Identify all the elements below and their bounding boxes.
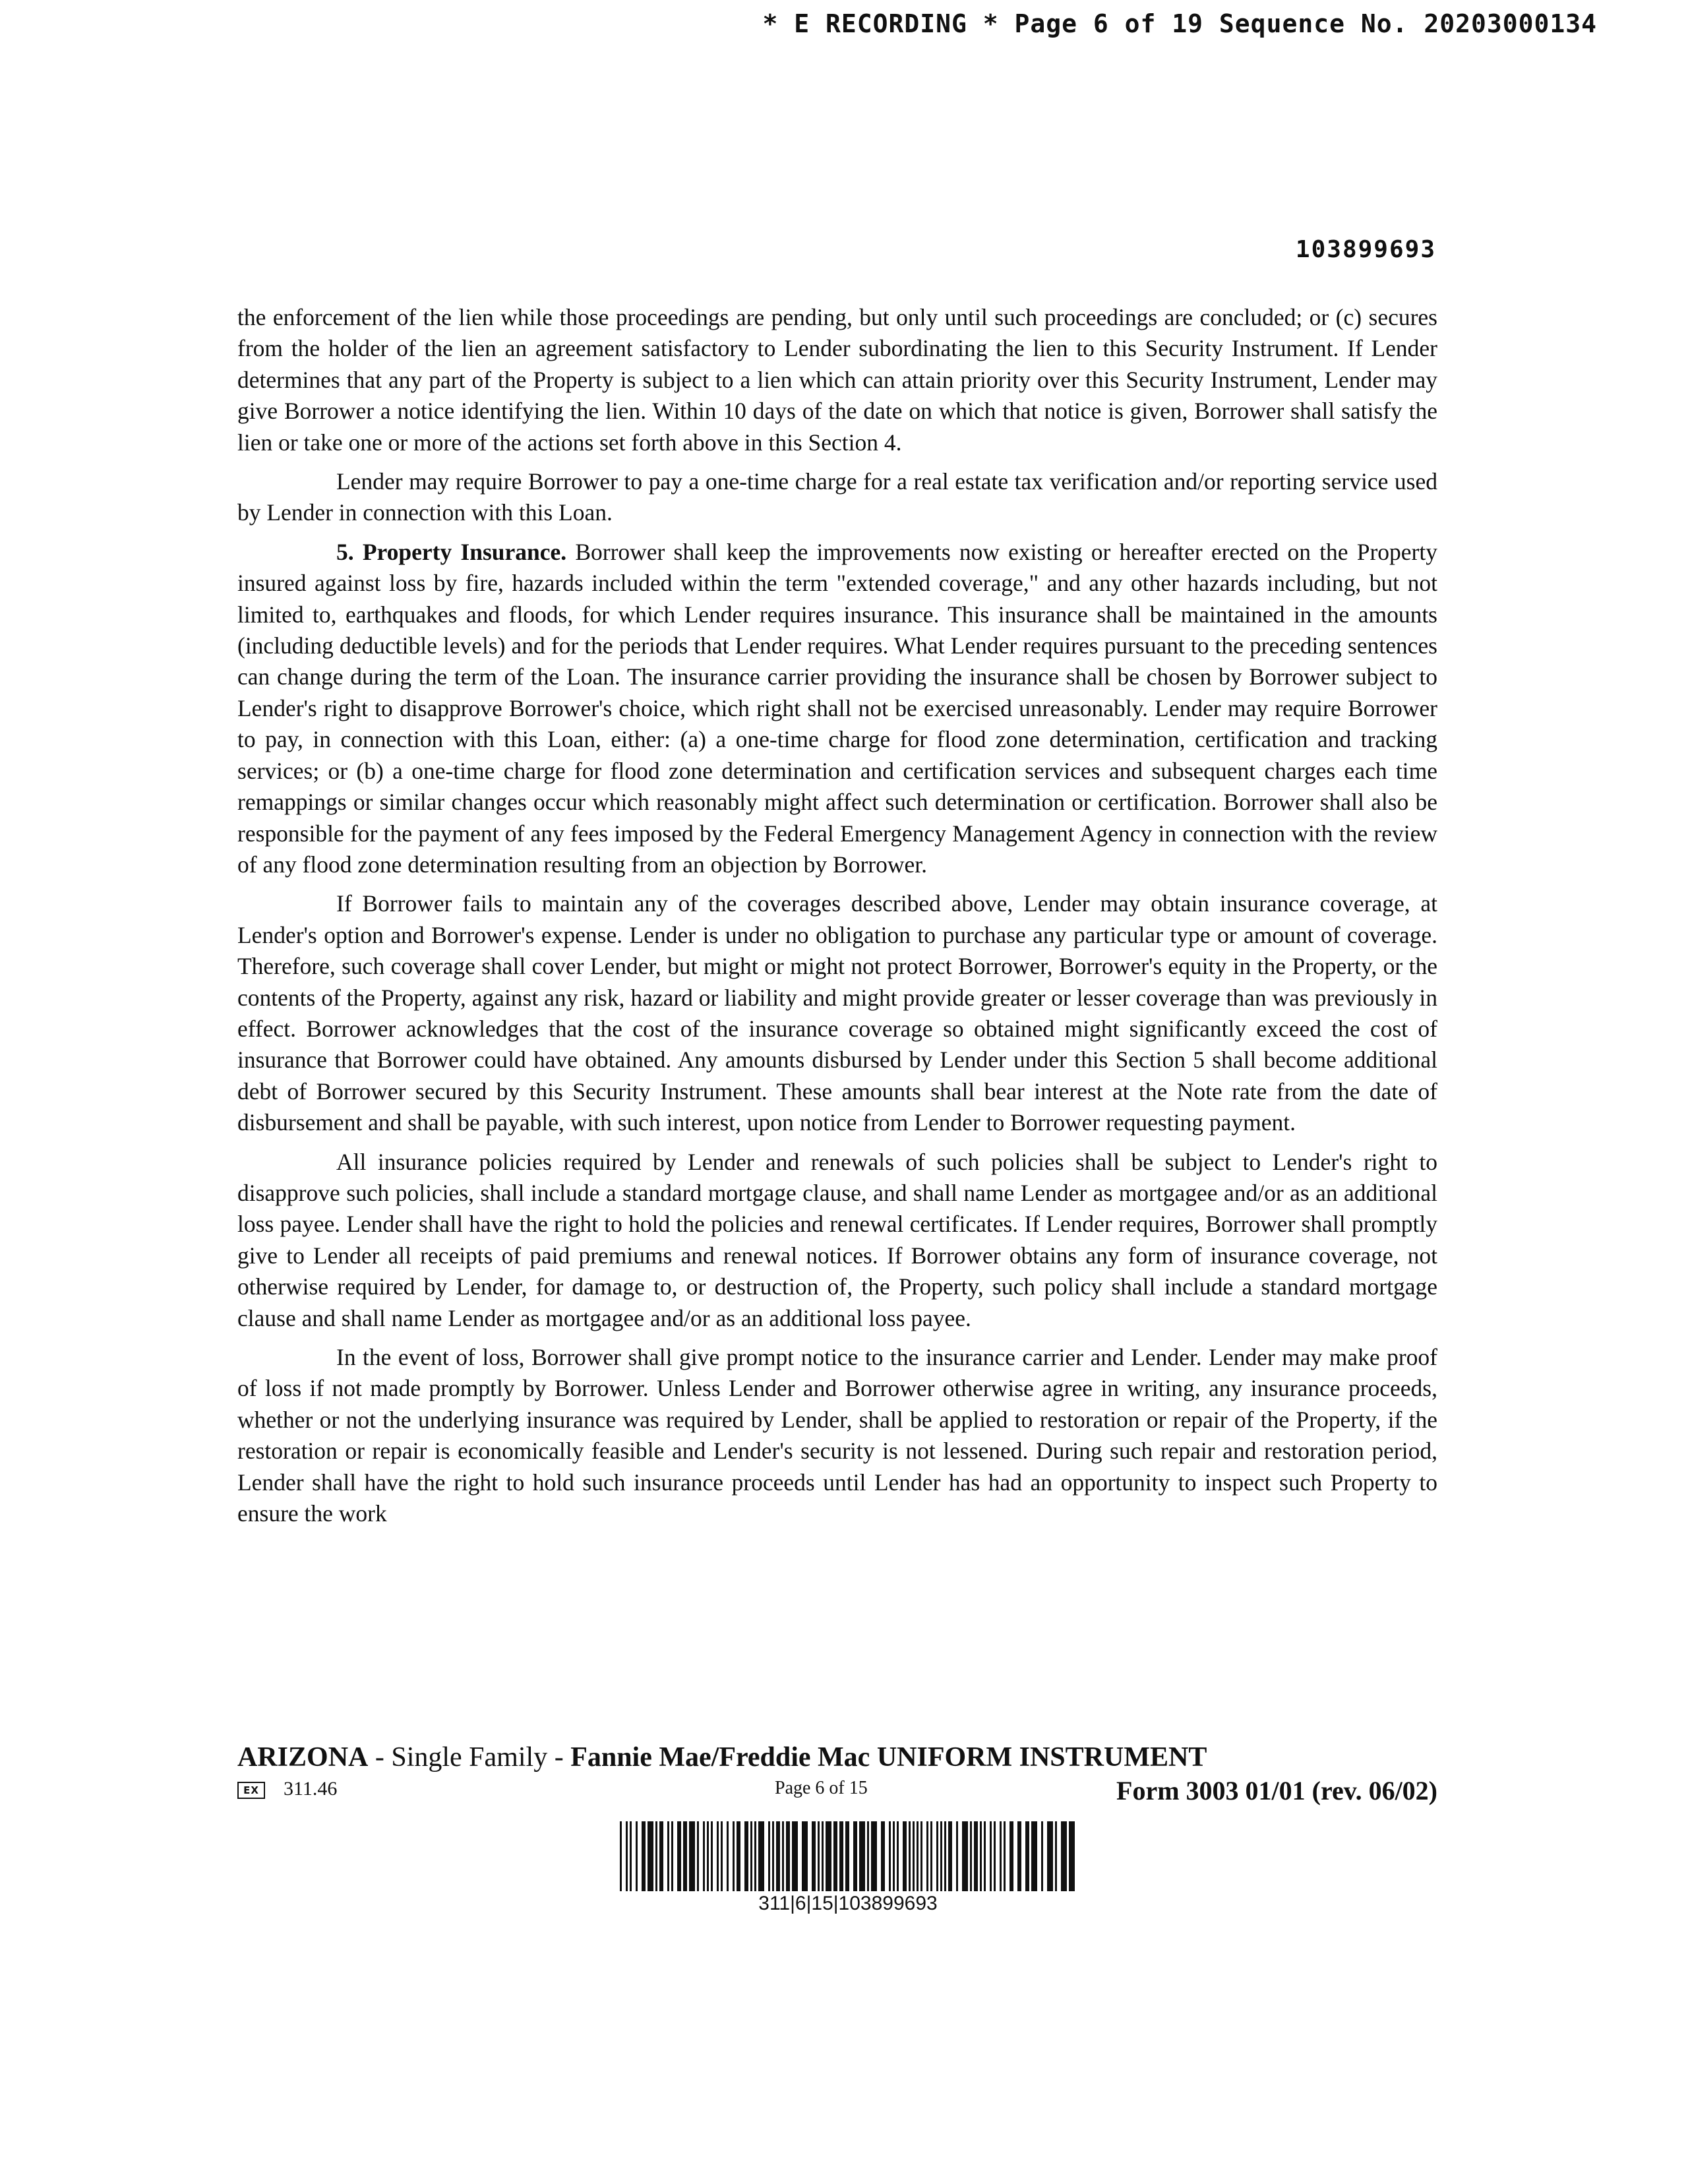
document-body (237, 302, 1437, 1537)
ex-logo-icon: EX (237, 1782, 265, 1799)
form-code: 311.46 (284, 1778, 338, 1800)
barcode-icon (617, 1821, 1079, 1891)
footer-title (237, 1741, 1437, 1774)
footer-state: ARIZONA (237, 1742, 369, 1773)
recording-header: * E RECORDING * Page 6 of 19 Sequence No. 20203000134 (762, 9, 1597, 38)
paragraph-lien-enforcement: the enforcement of the lien while those proceedings are pending, but only until such proceedings are concluded; or (c) secures from the holder of the lien an agreement satisfactory to Lender subordinating the lien to this Security Instrument. If Lender determines that any part of the Property is subject to a lien which can attain priority over this Security Instrument, Lender may give Borrower a notice identifying the lien. Within 10 days of the date on which that notice is given, Borrower shall satisfy the lien or take one or more of the actions set forth above in this Section 4. (237, 304, 1437, 456)
paragraph-lender-coverage: If Borrower fails to maintain any of the coverages described above, Lender may obtain insurance coverage, at Lender's option and Borrower's expense. Lender is under no obligation to purchase any particular type or amount of coverage. Therefore, such coverage shall cover Lender, but might or might not protect Borrower, Borrower's equity in the Property, or the contents of the Property, against any risk, hazard or liability and might provide greater or lesser coverage than was previously in effect. Borrower acknowledges that the cost of the insurance coverage so obtained might significantly exceed the cost of insurance that Borrower could have obtained. Any amounts disbursed by Lender under this Section 5 shall become additional debt of Borrower secured by this Security Instrument. These amounts shall bear interest at the Note rate from the date of disbursement and shall be payable, with such interest, upon notice from Lender to Borrower requesting payment. (237, 890, 1437, 1136)
form-number: Form 3003 01/01 (rev. 06/02) (1116, 1776, 1437, 1805)
paragraph-insurance-policies: All insurance policies required by Lender and renewals of such policies shall be subject to Lender's right to disapprove such policies, shall include a standard mortgage clause, and shall name Lender as mortgagee and/or as an additional loss payee. Lender shall have the right to hold the policies and renewal certificates. If Lender requires, Borrower shall promptly give to Lender all receipts of paid premiums and renewal notices. If Borrower obtains any form of insurance coverage, not otherwise required by Lender, for damage to, or destruction of, the Property, such policy shall include a standard mortgage clause and shall name Lender as mortgagee and/or as an additional loss payee. (237, 1148, 1437, 1331)
loan-number: 103899693 (1295, 236, 1436, 263)
form-footer (237, 1741, 1437, 1812)
footer-instrument: Fannie Mae/Freddie Mac UNIFORM INSTRUMENT (570, 1742, 1207, 1773)
paragraph-tax-verification: Lender may require Borrower to pay a one-time charge for a real estate tax verification and/or reporting service used by Lender in connection with this Loan. (237, 468, 1437, 526)
barcode-text: 311|6|15|103899693 (758, 1893, 938, 1914)
footer-family-type: - Single Family - (368, 1742, 571, 1773)
page-number: Page 6 of 15 (775, 1778, 868, 1798)
paragraph-property-insurance (237, 537, 1437, 880)
property-insurance-text: Borrower shall keep the improvements now existing or hereafter erected on the Property insured against loss by fire, hazards included within the term "extended coverage," and any other hazards including, but not limited to, earthquakes and floods, for which Lender requires insurance. This insurance shall be maintained in the amounts (including deductible levels) and for the periods that Lender requires. What Lender requires pursuant to the preceding sentences can change during the term of the Loan. The insurance carrier providing the insurance shall be chosen by Borrower subject to Lender's right to disapprove Borrower's choice, which right shall not be exercised unreasonably. Lender may require Borrower to pay, in connection with this Loan, either: (a) a one-time charge for flood zone determination, certification and tracking services; or (b) a one-time charge for flood zone determination and certification services and subsequent charges each time remappings or similar changes occur which reasonably might affect such determination or certification. Borrower shall also be responsible for the payment of any fees imposed by the Federal Emergency Management Agency in connection with the review of any flood zone determination resulting from an objection by Borrower. (237, 538, 1437, 878)
section-heading-property-insurance: 5. Property Insurance. (336, 538, 567, 565)
footer-meta-row (237, 1775, 1437, 1812)
paragraph-event-of-loss: In the event of loss, Borrower shall give prompt notice to the insurance carrier and Lender. Lender may make proof of loss if not made promptly by Borrower. Unless Lender and Borrower otherwise agree in writing, any insurance proceeds, whether or not the underlying insurance was required by Lender, shall be applied to restoration or repair of the Property, if the restoration or repair is economically feasible and Lender's security is not lessened. During such repair and restoration period, Lender shall have the right to hold such insurance proceeds until Lender has had an opportunity to inspect such Property to ensure the work (237, 1344, 1437, 1527)
